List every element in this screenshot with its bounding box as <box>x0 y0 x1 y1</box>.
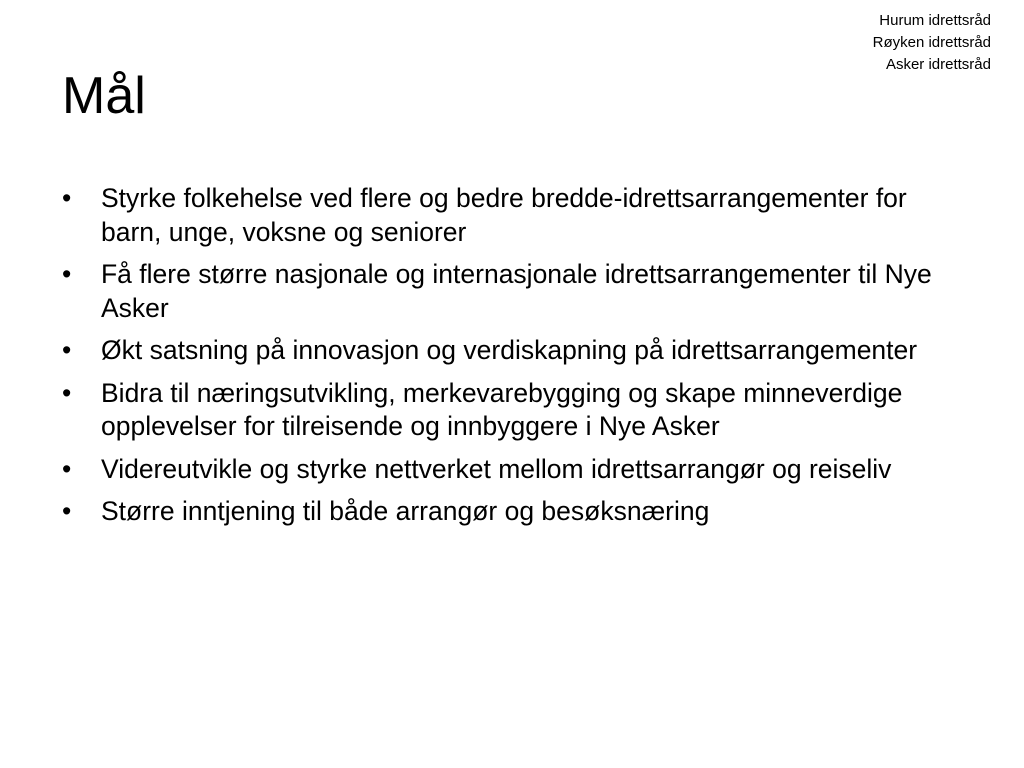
organization-royken: Røyken idrettsråd <box>872 34 991 51</box>
goal-text: Økt satsning på innovasjon og verdiskapning på idrettsarrangementer <box>101 335 918 365</box>
organization-asker: Asker idrettsråd <box>885 56 991 73</box>
bullet-icon: • <box>62 377 72 408</box>
goal-text: Videreutvikle og styrke nettverket mellom idrettsarrangør og reiseliv <box>101 453 892 484</box>
bullet-icon: • <box>62 496 72 526</box>
goal-item <box>62 258 952 325</box>
bullet-icon: • <box>62 259 72 289</box>
goal-text: Få flere større nasjonale og internasjonale idrettsarrangementer til Nye Asker <box>101 259 932 323</box>
goal-item <box>62 334 952 368</box>
goal-item <box>62 377 952 444</box>
organization-hurum: Hurum idrettsråd <box>879 12 991 29</box>
bullet-icon: • <box>62 335 72 365</box>
goal-item <box>62 453 952 487</box>
goal-text: Bidra til næringsutvikling, merkevarebygging og skape minneverdige opplevelser for tilreisende og innbyggere i Nye Asker <box>101 377 903 441</box>
goal-item <box>62 495 952 529</box>
bullet-icon: • <box>62 183 72 213</box>
goal-text: Styrke folkehelse ved flere og bedre bredde-idrettsarrangementer for barn, unge, voksne og seniorer <box>101 183 907 247</box>
slide-title: Mål <box>62 67 146 125</box>
bullet-icon: • <box>62 453 72 484</box>
goal-item <box>62 182 952 249</box>
goals-list <box>62 182 952 538</box>
goal-text: Større inntjening til både arrangør og besøksnæring <box>101 496 710 526</box>
organization-list <box>873 10 991 76</box>
